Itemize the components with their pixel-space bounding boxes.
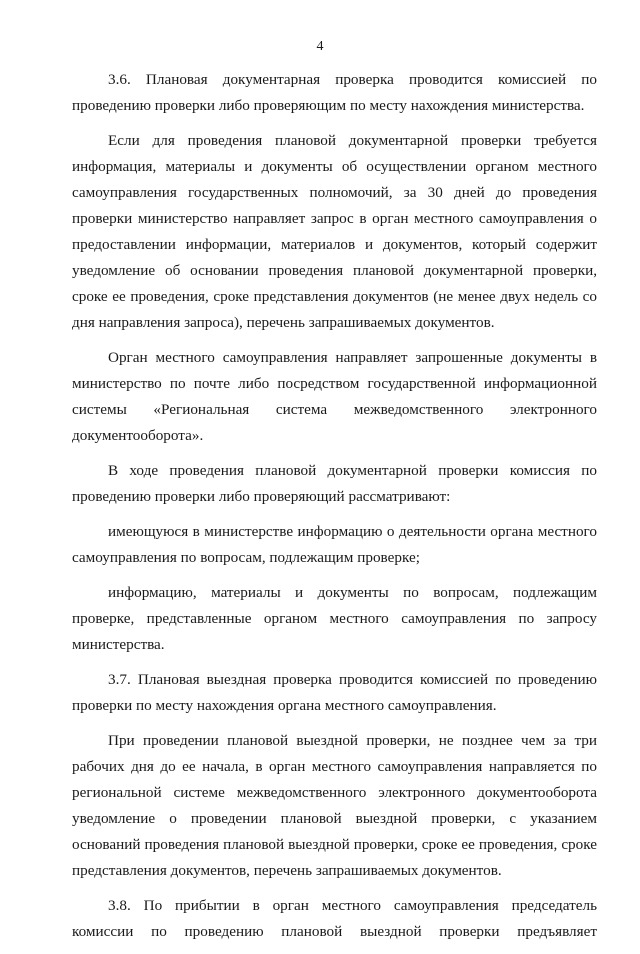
paragraph-information-request: Если для проведения плановой документарной проверки требуется информация, материалы и документы об осуществлении органом местного самоуправления государственных полномочий, за 30 дней до проведения проверки министерство направляет запрос в орган местного самоуправления о предоставлении информации, материалов и документов, который содержит уведомление об основании проведения плановой документарной проверки, сроке ее проведения, сроке представления документов (не менее двух недель со дня направления запроса), перечень запрашиваемых документов. (72, 132, 597, 331)
paragraph-3-7: 3.7. Плановая выездная проверка проводится комиссией по проведению проверки по месту нахождения органа местного самоуправления. (72, 671, 597, 714)
paragraph-onsite-notification: При проведении плановой выездной проверки, не позднее чем за три рабочих дня до ее начала, в орган местного самоуправления направляется по региональной системе межведомственного электронного документооборота уведомление о проведении плановой выездной проверки, с указанием оснований проведения плановой выездной проверки, сроке ее проведения, сроке представления документов, перечень запрашиваемых документов. (72, 732, 597, 879)
paragraph-documents-sent: Орган местного самоуправления направляет запрошенные документы в министерство по почте либо посредством государственной информационной системы «Региональная система межведомственного электронного документооборота». (72, 349, 597, 444)
paragraph-3-8: 3.8. По прибытии в орган местного самоуправления председатель комиссии по проведению плановой выездной проверки предъявляет (72, 897, 597, 940)
paragraph-review-item-1: имеющуюся в министерстве информацию о деятельности органа местного самоуправления по вопросам, подлежащим проверке; (72, 523, 597, 566)
paragraph-review-item-2: информацию, материалы и документы по вопросам, подлежащим проверке, представленные органом местного самоуправления по запросу министерства. (72, 584, 597, 653)
page-number: 4 (316, 39, 324, 54)
paragraph-3-6: 3.6. Плановая документарная проверка проводится комиссией по проведению проверки либо проверяющим по месту нахождения министерства. (72, 71, 597, 114)
document-body (72, 67, 597, 954)
paragraph-review-intro: В ходе проведения плановой документарной проверки комиссия по проведению проверки либо проверяющий рассматривают: (72, 462, 597, 505)
